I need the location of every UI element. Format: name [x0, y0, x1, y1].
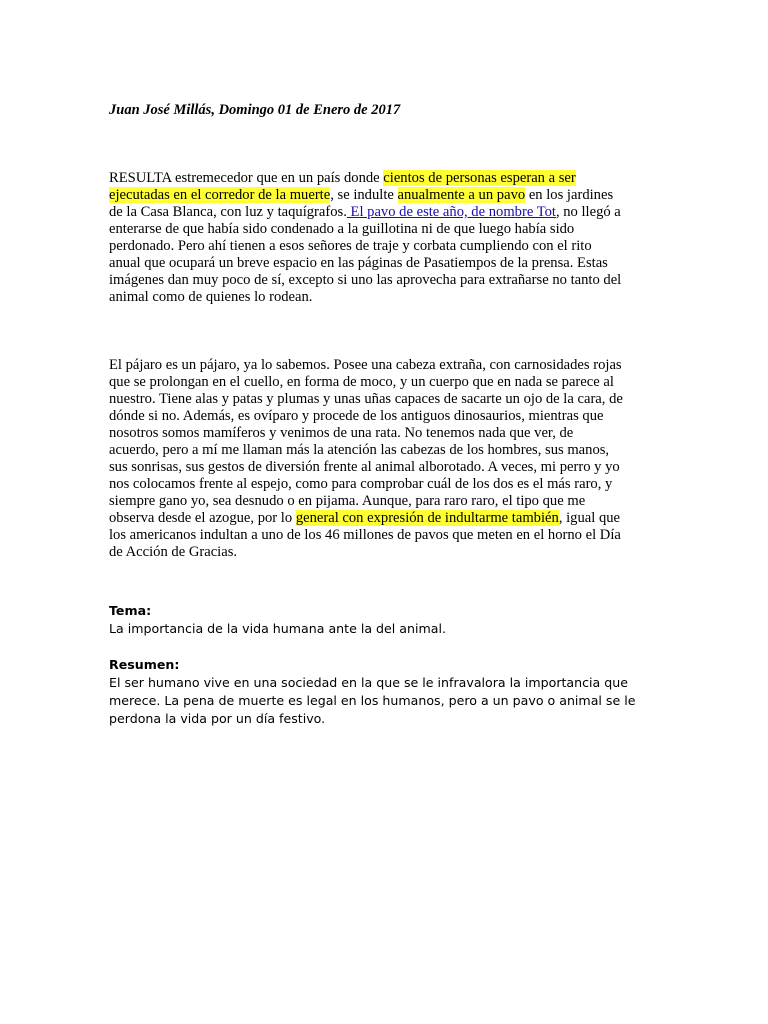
paragraph-1-line-8: animal como de quienes lo rodean.	[109, 289, 313, 305]
tema-text: La importancia de la vida humana ante la del animal.	[109, 621, 446, 636]
paragraph-2-line-7: sus sonrisas, sus gestos de diversión frente al animal alborotado. A veces, mi perro y yo	[109, 459, 620, 475]
highlighted-text: general con expresión de indultarme también	[295, 510, 559, 526]
paragraph-1-line-5: perdonado. Pero ahí tienen a esos señores de traje y corbata cumpliendo con el rito	[109, 238, 592, 254]
highlighted-text: ejecutadas en el corredor de la muerte	[109, 187, 331, 203]
text-run: RESULTA estremecedor que en un país donde	[109, 170, 384, 186]
text-run: observa desde el azogue, por lo	[109, 510, 296, 526]
text-run: en los jardines	[525, 187, 614, 203]
paragraph-2-line-3: nuestro. Tiene alas y patas y plumas y unas uñas capaces de sacarte un ojo de la cara, de	[109, 391, 623, 407]
paragraph-2-line-4: dónde si no. Además, es ovíparo y procede de los antiguos dinosaurios, mientras que	[109, 408, 604, 424]
paragraph-1-line-2	[109, 187, 621, 204]
text-run: , se indulte	[330, 187, 398, 203]
paragraph-2-line-2: que se prolongan en el cuello, en forma de moco, y un cuerpo que en nada se parece al	[109, 374, 614, 390]
paragraph-2-line-10	[109, 510, 623, 527]
paragraph-2-line-6: acuerdo, pero a mí me llaman más la atención las cabezas de los hombres, sus manos,	[109, 442, 610, 458]
paragraph-2-line-12: de Acción de Gracias.	[109, 544, 238, 560]
resumen-line-3: perdona la vida por un día festivo.	[109, 711, 326, 726]
paragraph-1	[109, 170, 621, 306]
article-byline: Juan José Millás, Domingo 01 de Enero de 2017	[109, 102, 401, 118]
highlighted-text: cientos de personas esperan a ser	[383, 170, 576, 186]
resumen-line-1: El ser humano vive en una sociedad en la que se le infravalora la importancia que	[109, 675, 629, 690]
resumen-heading: Resumen:	[109, 657, 180, 672]
paragraph-2-line-1: El pájaro es un pájaro, ya lo sabemos. Posee una cabeza extraña, con carnosidades rojas	[109, 357, 622, 373]
text-run: , igual que	[558, 510, 621, 526]
tema-section	[109, 602, 446, 638]
paragraph-1-line-1	[109, 170, 621, 187]
paragraph-2	[109, 357, 623, 561]
paragraph-2-line-8: nos colocamos frente al espejo, como para comprobar cuál de los dos es el más raro, y	[109, 476, 613, 492]
text-run: , no llegó a	[555, 204, 621, 220]
text-run: de la Casa Blanca, con luz y taquígrafos.	[109, 204, 347, 220]
highlighted-text: anualmente a un pavo	[397, 187, 526, 203]
paragraph-2-line-9: siempre gano yo, sea desnudo o en pijama. Aunque, para raro raro, el tipo que me	[109, 493, 586, 509]
paragraph-1-line-6: anual que ocupará un breve espacio en las páginas de Pasatiempos de la prensa. Estas	[109, 255, 608, 271]
paragraph-2-line-11: los americanos indultan a uno de los 46 millones de pavos que meten en el horno el Día	[109, 527, 621, 543]
resumen-section	[109, 656, 635, 728]
paragraph-1-line-3	[109, 204, 621, 221]
paragraph-1-line-7: imágenes dan muy poco de sí, excepto si uno las aprovecha para extrañarse no tanto del	[109, 272, 622, 288]
paragraph-2-line-5: nosotros somos mamíferos y venimos de una rata. No tenemos nada que ver, de	[109, 425, 574, 441]
article-link[interactable]: El pavo de este año, de nombre Tot	[346, 204, 556, 220]
paragraph-1-line-4: enterarse de que había sido condenado a la guillotina ni de que luego había sido	[109, 221, 575, 237]
tema-heading: Tema:	[109, 603, 152, 618]
resumen-line-2: merece. La pena de muerte es legal en los humanos, pero a un pavo o animal se le	[109, 693, 636, 708]
